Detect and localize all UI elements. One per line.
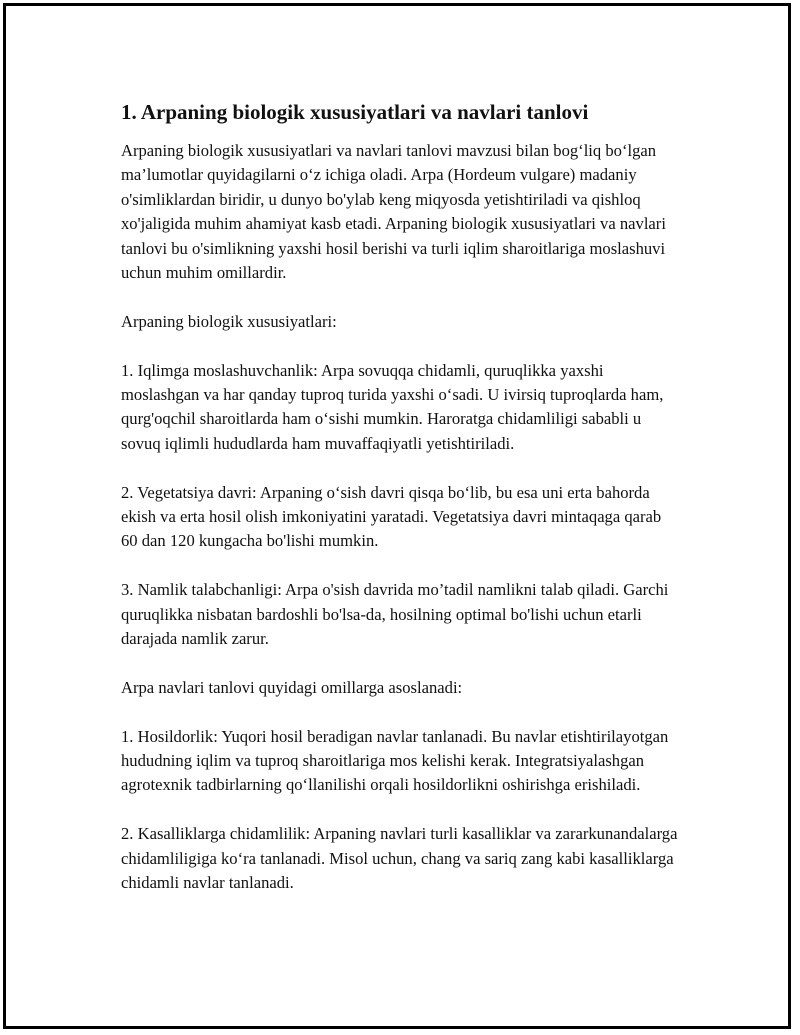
biological-features-heading: Arpaning biologik xususiyatlari:	[121, 311, 337, 331]
selection-disease-resistance: 2. Kasalliklarga chidamlilik: Arpaning navlari turli kasalliklar va zararkunandalarga chidamliligiga ko‘ra tanlanadi. Misol uchun, chang va sariq zang kabi kasalliklarga chidamli navlar tanlanadi.	[121, 824, 678, 893]
feature-climate-adaptability: 1. Iqlimga moslashuvchanlik: Arpa sovuqqa chidamli, quruqlikka yaxshi moslashgan va har qanday tuproq turida yaxshi o‘sadi. U ivirsiq tuproqlarda ham, qurg'oqchil sharoitlarda ham o‘sishi mumkin. Haroratga chidamliligi sababli u sovuq iqlimli hududlarda ham muvaffaqiyatli yetishtiriladi.	[121, 360, 664, 453]
selection-yield: 1. Hosildorlik: Yuqori hosil beradigan navlar tanlanadi. Bu navlar etishtirilayotgan hududning iqlim va tuproq sharoitlariga mos kelishi kerak. Integratsiyalashgan agrotexnik tadbirlarning qo‘llanilishi orqali hosildorlikni oshirishga erishiladi.	[121, 726, 669, 795]
feature-moisture-requirement: 3. Namlik talabchanligi: Arpa o'sish davrida mo’tadil namlikni talab qiladi. Garchi quruqlikka nisbatan bardoshli bo'lsa-da, hosilning optimal bo'lishi uchun etarli darajada namlik zarur.	[121, 580, 669, 649]
document-page	[3, 3, 791, 1029]
document-body	[121, 98, 681, 920]
variety-selection-heading: Arpa navlari tanlovi quyidagi omillarga asoslanadi:	[121, 677, 463, 697]
section-heading: 1. Arpaning biologik xususiyatlari va navlari tanlovi	[121, 100, 589, 124]
feature-vegetation-period: 2. Vegetatsiya davri: Arpaning o‘sish davri qisqa bo‘lib, bu esa uni erta bahorda ekish va erta hosil olish imkoniyatini yaratadi. Vegetatsiya davri mintaqaga qarab 60 dan 120 kungacha bo'lishi mumkin.	[121, 482, 662, 551]
intro-paragraph: Arpaning biologik xususiyatlari va navlari tanlovi mavzusi bilan bog‘liq bo‘lgan ma’lumotlar quyidagilarni o‘z ichiga oladi. Arpa (Hordeum vulgare) madaniy o'simliklardan biridir, u dunyo bo'ylab keng miqyosda yetishtiriladi va qishloq xo'jaligida muhim ahamiyat kasb etadi. Arpaning biologik xususiyatlari va navlari tanlovi bu o'simlikning yaxshi hosil berishi va turli iqlim sharoitlariga moslashuvi uchun muhim omillardir.	[121, 141, 666, 283]
